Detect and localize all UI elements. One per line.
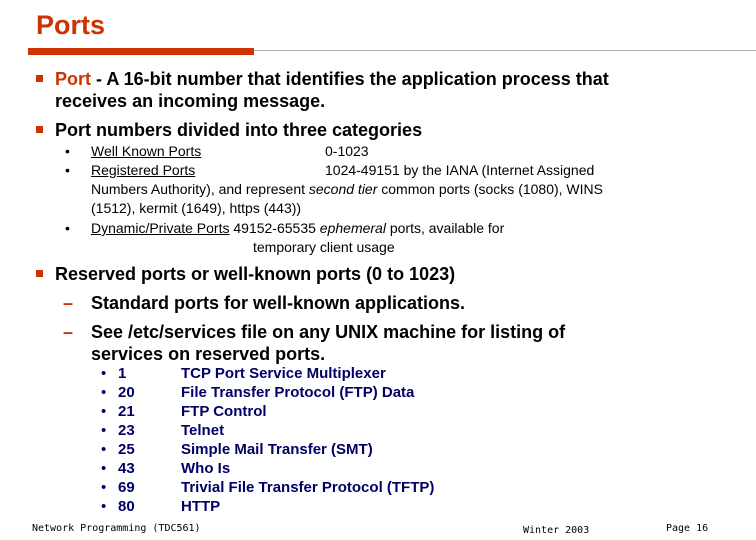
category-registered-range: 1024-49151 by the IANA (Internet Assigned bbox=[325, 162, 595, 178]
page-title: Ports bbox=[36, 10, 106, 40]
footer-page-number: Page 16 bbox=[666, 523, 709, 534]
square-bullet-icon bbox=[36, 126, 43, 133]
port-number: 23 bbox=[118, 422, 135, 439]
sub-etc-services: – See /etc/services file on any UNIX machine for listing of services on reserved ports. bbox=[63, 322, 566, 364]
sub-standard-ports: – Standard ports for well-known applications. bbox=[63, 293, 466, 313]
port-service: FTP Control bbox=[181, 403, 267, 420]
port-number: 25 bbox=[118, 441, 135, 458]
bullet-categories bbox=[55, 119, 422, 141]
port-service: TCP Port Service Multiplexer bbox=[181, 365, 386, 382]
bullet-port-definition bbox=[55, 68, 609, 112]
category-registered-line2: Numbers Authority), and represent second tier common ports (socks (1080), WINS bbox=[91, 181, 603, 197]
port-number: 80 bbox=[118, 498, 135, 515]
category-name: Dynamic/Private Ports bbox=[91, 220, 230, 236]
port-definition-text-2: receives an incoming message. bbox=[55, 91, 326, 111]
port-term: Port bbox=[55, 69, 91, 89]
square-bullet-icon bbox=[36, 270, 43, 277]
port-service: File Transfer Protocol (FTP) Data bbox=[181, 384, 415, 401]
category-registered: • Registered Ports bbox=[65, 162, 196, 178]
square-bullet-icon bbox=[36, 75, 43, 82]
port-number: 20 bbox=[118, 384, 135, 401]
port-service: Telnet bbox=[181, 422, 225, 439]
port-number: 43 bbox=[118, 460, 135, 477]
category-name: Registered Ports bbox=[91, 162, 196, 178]
port-number: 21 bbox=[118, 403, 135, 420]
port-service: Trivial File Transfer Protocol (TFTP) bbox=[181, 479, 435, 496]
categories-text: Port numbers divided into three categories bbox=[55, 120, 423, 140]
port-number: 1 bbox=[118, 365, 127, 382]
category-dynamic: • Dynamic/Private Ports 49152-65535 ephemeral ports, available for bbox=[65, 220, 505, 236]
port-definition-text: - A 16-bit number that identifies the application process that bbox=[91, 69, 609, 89]
title-accent-bar bbox=[28, 48, 254, 55]
port-service: Who Is bbox=[181, 460, 231, 477]
category-name: Well Known Ports bbox=[91, 143, 202, 159]
footer-course: Network Programming (TDC561) bbox=[32, 523, 201, 534]
footer-term: Winter 2003 bbox=[523, 525, 590, 536]
category-well-known: • Well Known Ports bbox=[65, 143, 202, 159]
port-number: 69 bbox=[118, 479, 135, 496]
category-registered-line3: (1512), kermit (1649), https (443)) bbox=[91, 200, 302, 216]
bullet-reserved bbox=[55, 263, 455, 285]
category-well-known-range: 0-1023 bbox=[325, 143, 369, 159]
reserved-text: Reserved ports or well-known ports (0 to 1023) bbox=[55, 264, 456, 284]
port-service: HTTP bbox=[181, 498, 221, 515]
category-dynamic-line2: temporary client usage bbox=[253, 239, 395, 255]
port-service: Simple Mail Transfer (SMT) bbox=[181, 441, 373, 458]
